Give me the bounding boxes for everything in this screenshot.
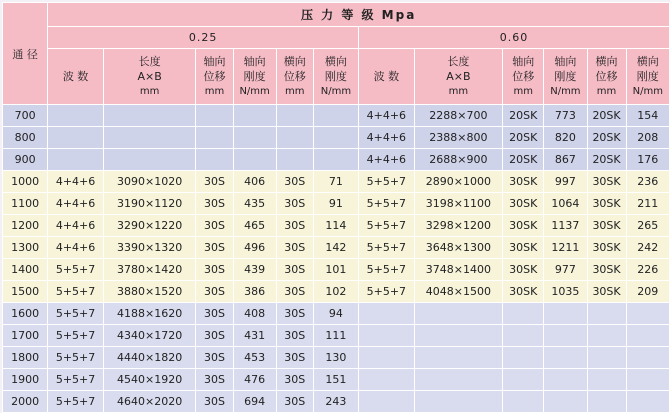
- table-cell: 30S: [196, 325, 233, 347]
- table-cell: 3880×1520: [103, 281, 196, 303]
- table-cell: [359, 325, 415, 347]
- table-cell: 30SK: [503, 215, 544, 237]
- column-header-line: 波 数: [62, 70, 89, 83]
- table-cell: 4188×1620: [103, 303, 196, 325]
- table-cell: [626, 391, 669, 413]
- table-cell: [233, 105, 276, 127]
- table-cell: 30SK: [587, 281, 626, 303]
- table-cell: [503, 325, 544, 347]
- table-cell: 30SK: [503, 259, 544, 281]
- table-row: [3, 325, 670, 347]
- table-row: [3, 281, 670, 303]
- table-cell: 30S: [276, 281, 313, 303]
- table-cell: 4640×2020: [103, 391, 196, 413]
- table-row: [3, 237, 670, 259]
- table-cell: 408: [233, 303, 276, 325]
- table-cell: 30S: [276, 347, 313, 369]
- table-cell: 30S: [196, 215, 233, 237]
- diameter-cell: 1600: [3, 303, 48, 325]
- table-cell: [544, 347, 587, 369]
- table-cell: 130: [313, 347, 358, 369]
- table-cell: 30S: [276, 171, 313, 193]
- column-header-right-3: [544, 49, 587, 105]
- table-cell: 1035: [544, 281, 587, 303]
- diameter-cell: 1200: [3, 215, 48, 237]
- table-cell: [544, 369, 587, 391]
- pressure-spec-table: [2, 2, 670, 413]
- column-header-line: 长度: [447, 55, 470, 68]
- table-cell: [503, 303, 544, 325]
- table-cell: 30S: [276, 391, 313, 413]
- table-cell: [359, 369, 415, 391]
- table-cell: 476: [233, 369, 276, 391]
- table-cell: 154: [626, 105, 669, 127]
- table-cell: 71: [313, 171, 358, 193]
- table-cell: 5+5+7: [359, 193, 415, 215]
- table-cell: 94: [313, 303, 358, 325]
- table-cell: 997: [544, 171, 587, 193]
- column-header-line: mm: [596, 86, 617, 97]
- table-cell: 30SK: [587, 259, 626, 281]
- column-header-line: 轴向: [243, 55, 266, 68]
- table-cell: [626, 347, 669, 369]
- table-cell: 30S: [196, 347, 233, 369]
- diameter-cell: 1000: [3, 171, 48, 193]
- table-cell: 3748×1400: [414, 259, 503, 281]
- table-cell: [196, 127, 233, 149]
- table-cell: 30S: [196, 259, 233, 281]
- table-cell: [48, 105, 104, 127]
- table-cell: [313, 105, 358, 127]
- pressure-grade-title: 压 力 等 级 Mpa: [48, 3, 670, 27]
- table-cell: [48, 127, 104, 149]
- table-cell: [196, 149, 233, 171]
- column-header-line: N/mm: [320, 86, 352, 97]
- table-cell: 4+4+6: [359, 105, 415, 127]
- column-header-line: 波 数: [373, 70, 400, 83]
- table-cell: 4+4+6: [48, 193, 104, 215]
- table-cell: 4340×1720: [103, 325, 196, 347]
- table-cell: 142: [313, 237, 358, 259]
- table-cell: [196, 105, 233, 127]
- table-cell: 20SK: [503, 127, 544, 149]
- column-header-line: mm: [204, 86, 225, 97]
- table-cell: 30S: [276, 369, 313, 391]
- diameter-cell: 1900: [3, 369, 48, 391]
- table-cell: 30SK: [503, 171, 544, 193]
- diameter-cell: 700: [3, 105, 48, 127]
- table-cell: 91: [313, 193, 358, 215]
- table-cell: 5+5+7: [48, 303, 104, 325]
- column-header-line: A×B: [137, 70, 162, 83]
- table-cell: [414, 325, 503, 347]
- table-cell: 30SK: [503, 193, 544, 215]
- table-cell: 435: [233, 193, 276, 215]
- table-cell: [233, 127, 276, 149]
- column-header-line: mm: [139, 86, 160, 97]
- column-header-left-1: [103, 49, 196, 105]
- table-cell: [503, 347, 544, 369]
- table-cell: 5+5+7: [48, 281, 104, 303]
- table-cell: [587, 303, 626, 325]
- table-cell: 30S: [276, 325, 313, 347]
- diameter-cell: 1800: [3, 347, 48, 369]
- table-cell: 3190×1120: [103, 193, 196, 215]
- column-header-line: N/mm: [632, 86, 663, 97]
- table-cell: 30S: [196, 281, 233, 303]
- column-header-line: 长度: [138, 55, 161, 68]
- column-header-line: N/mm: [239, 86, 270, 97]
- table-cell: 4+4+6: [359, 127, 415, 149]
- table-cell: 20SK: [503, 149, 544, 171]
- column-header-line: 位移: [512, 70, 535, 83]
- column-header-line: 轴向: [554, 55, 577, 68]
- diameter-cell: 2000: [3, 391, 48, 413]
- table-row: [3, 127, 670, 149]
- table-cell: 5+5+7: [359, 237, 415, 259]
- table-cell: 3090×1020: [103, 171, 196, 193]
- table-cell: [414, 303, 503, 325]
- table-cell: 30S: [196, 171, 233, 193]
- table-cell: 1064: [544, 193, 587, 215]
- table-cell: 4+4+6: [48, 237, 104, 259]
- table-cell: 439: [233, 259, 276, 281]
- table-row: [3, 171, 670, 193]
- table-cell: 30SK: [503, 237, 544, 259]
- table-row: [3, 215, 670, 237]
- table-cell: [359, 303, 415, 325]
- table-cell: [359, 391, 415, 413]
- column-header-left-2: [196, 49, 233, 105]
- table-cell: 453: [233, 347, 276, 369]
- table-cell: [626, 369, 669, 391]
- table-cell: 773: [544, 105, 587, 127]
- column-header-line: 轴向: [203, 55, 226, 68]
- table-cell: 5+5+7: [48, 325, 104, 347]
- column-header-right-0: [359, 49, 415, 105]
- table-cell: [626, 303, 669, 325]
- column-header-line: 刚度: [243, 70, 266, 83]
- table-cell: 176: [626, 149, 669, 171]
- column-header-line: 刚度: [554, 70, 577, 83]
- table-cell: [233, 149, 276, 171]
- column-header-line: 轴向: [512, 55, 535, 68]
- table-cell: 30S: [276, 237, 313, 259]
- table-cell: 1137: [544, 215, 587, 237]
- table-cell: 431: [233, 325, 276, 347]
- table-cell: 151: [313, 369, 358, 391]
- column-header-right-5: [626, 49, 669, 105]
- table-cell: 265: [626, 215, 669, 237]
- column-header-line: 刚度: [324, 70, 347, 83]
- table-cell: 3648×1300: [414, 237, 503, 259]
- column-header-line: 位移: [283, 70, 306, 83]
- table-cell: 236: [626, 171, 669, 193]
- table-cell: [544, 303, 587, 325]
- table-cell: 3198×1100: [414, 193, 503, 215]
- table-cell: [587, 369, 626, 391]
- table-cell: 4+4+6: [48, 215, 104, 237]
- table-cell: 5+5+7: [48, 259, 104, 281]
- table-cell: 30S: [196, 303, 233, 325]
- table-row: [3, 193, 670, 215]
- table-cell: 465: [233, 215, 276, 237]
- table-cell: [313, 127, 358, 149]
- table-cell: 101: [313, 259, 358, 281]
- column-header-left-4: [276, 49, 313, 105]
- table-cell: 3780×1420: [103, 259, 196, 281]
- table-cell: 694: [233, 391, 276, 413]
- table-row: [3, 303, 670, 325]
- table-cell: 20SK: [587, 149, 626, 171]
- table-cell: [626, 325, 669, 347]
- column-header-line: N/mm: [550, 86, 581, 97]
- table-cell: 4048×1500: [414, 281, 503, 303]
- table-row: [3, 391, 670, 413]
- table-cell: 30SK: [587, 193, 626, 215]
- column-header-line: 横向: [636, 55, 659, 68]
- table-cell: 1211: [544, 237, 587, 259]
- table-row: [3, 105, 670, 127]
- table-cell: [587, 391, 626, 413]
- table-row: [3, 259, 670, 281]
- column-header-left-5: [313, 49, 358, 105]
- table-cell: 2388×800: [414, 127, 503, 149]
- pressure-left-label: 0.25: [48, 27, 359, 49]
- table-cell: 977: [544, 259, 587, 281]
- table-cell: [313, 149, 358, 171]
- table-cell: 386: [233, 281, 276, 303]
- column-header-line: mm: [285, 86, 305, 97]
- table-cell: 5+5+7: [359, 281, 415, 303]
- table-cell: 242: [626, 237, 669, 259]
- table-cell: 30S: [196, 237, 233, 259]
- table-cell: [103, 149, 196, 171]
- table-cell: [103, 127, 196, 149]
- table-cell: 209: [626, 281, 669, 303]
- table-cell: 30S: [276, 259, 313, 281]
- table-cell: [544, 325, 587, 347]
- column-header-right-2: [503, 49, 544, 105]
- column-header-right-4: [587, 49, 626, 105]
- table-cell: [587, 325, 626, 347]
- table-cell: [503, 369, 544, 391]
- pressure-right-label: 0.60: [359, 27, 670, 49]
- table-cell: 20SK: [587, 105, 626, 127]
- column-header-line: 横向: [283, 55, 306, 68]
- table-cell: 111: [313, 325, 358, 347]
- table-cell: 867: [544, 149, 587, 171]
- table-cell: 2890×1000: [414, 171, 503, 193]
- table-cell: [503, 391, 544, 413]
- column-header-left-0: [48, 49, 104, 105]
- table-cell: 4440×1820: [103, 347, 196, 369]
- column-header-line: 横向: [595, 55, 618, 68]
- table-cell: 820: [544, 127, 587, 149]
- table-cell: 30S: [276, 303, 313, 325]
- table-row: [3, 149, 670, 171]
- diameter-cell: 800: [3, 127, 48, 149]
- table-cell: 30S: [276, 215, 313, 237]
- table-cell: 5+5+7: [359, 259, 415, 281]
- table-cell: [414, 391, 503, 413]
- table-cell: 243: [313, 391, 358, 413]
- diameter-cell: 1500: [3, 281, 48, 303]
- table-cell: [414, 347, 503, 369]
- table-cell: [359, 347, 415, 369]
- table-cell: 30S: [196, 391, 233, 413]
- column-header-line: 位移: [595, 70, 618, 83]
- table-cell: 114: [313, 215, 358, 237]
- diameter-cell: 1100: [3, 193, 48, 215]
- diameter-cell: 1700: [3, 325, 48, 347]
- table-cell: 30S: [276, 193, 313, 215]
- table-cell: 4+4+6: [359, 149, 415, 171]
- column-header-left-3: [233, 49, 276, 105]
- table-cell: 30SK: [587, 171, 626, 193]
- column-header-line: A×B: [446, 70, 471, 83]
- table-cell: [587, 347, 626, 369]
- column-header-right-1: [414, 49, 503, 105]
- table-cell: [276, 105, 313, 127]
- table-cell: [103, 105, 196, 127]
- diameter-cell: 1400: [3, 259, 48, 281]
- table-cell: 102: [313, 281, 358, 303]
- table-cell: [276, 127, 313, 149]
- table-cell: 5+5+7: [48, 391, 104, 413]
- table-row: [3, 347, 670, 369]
- table-cell: [48, 149, 104, 171]
- table-cell: 30S: [196, 369, 233, 391]
- table-cell: 496: [233, 237, 276, 259]
- table-cell: 406: [233, 171, 276, 193]
- table-cell: 5+5+7: [359, 215, 415, 237]
- table-cell: [414, 369, 503, 391]
- table-cell: 4540×1920: [103, 369, 196, 391]
- table-cell: [276, 149, 313, 171]
- table-cell: 2688×900: [414, 149, 503, 171]
- table-cell: 5+5+7: [48, 369, 104, 391]
- diameter-header: 通 径: [3, 3, 48, 105]
- table-cell: 3298×1200: [414, 215, 503, 237]
- table-cell: 4+4+6: [48, 171, 104, 193]
- table-cell: 5+5+7: [359, 171, 415, 193]
- column-header-line: mm: [513, 86, 533, 97]
- diameter-cell: 1300: [3, 237, 48, 259]
- table-cell: 30SK: [503, 281, 544, 303]
- table-cell: 211: [626, 193, 669, 215]
- table-cell: 30SK: [587, 237, 626, 259]
- table-cell: [544, 391, 587, 413]
- table-cell: 2288×700: [414, 105, 503, 127]
- table-cell: 226: [626, 259, 669, 281]
- column-header-line: 刚度: [636, 70, 659, 83]
- table-row: [3, 369, 670, 391]
- table-cell: 30S: [196, 193, 233, 215]
- table-cell: 5+5+7: [48, 347, 104, 369]
- table-cell: 3390×1320: [103, 237, 196, 259]
- column-header-line: 横向: [324, 55, 347, 68]
- table-cell: 30SK: [587, 215, 626, 237]
- table-cell: 208: [626, 127, 669, 149]
- table-cell: 20SK: [587, 127, 626, 149]
- table-cell: 20SK: [503, 105, 544, 127]
- column-header-line: mm: [448, 86, 469, 97]
- table-cell: 3290×1220: [103, 215, 196, 237]
- diameter-cell: 900: [3, 149, 48, 171]
- column-header-line: 位移: [203, 70, 226, 83]
